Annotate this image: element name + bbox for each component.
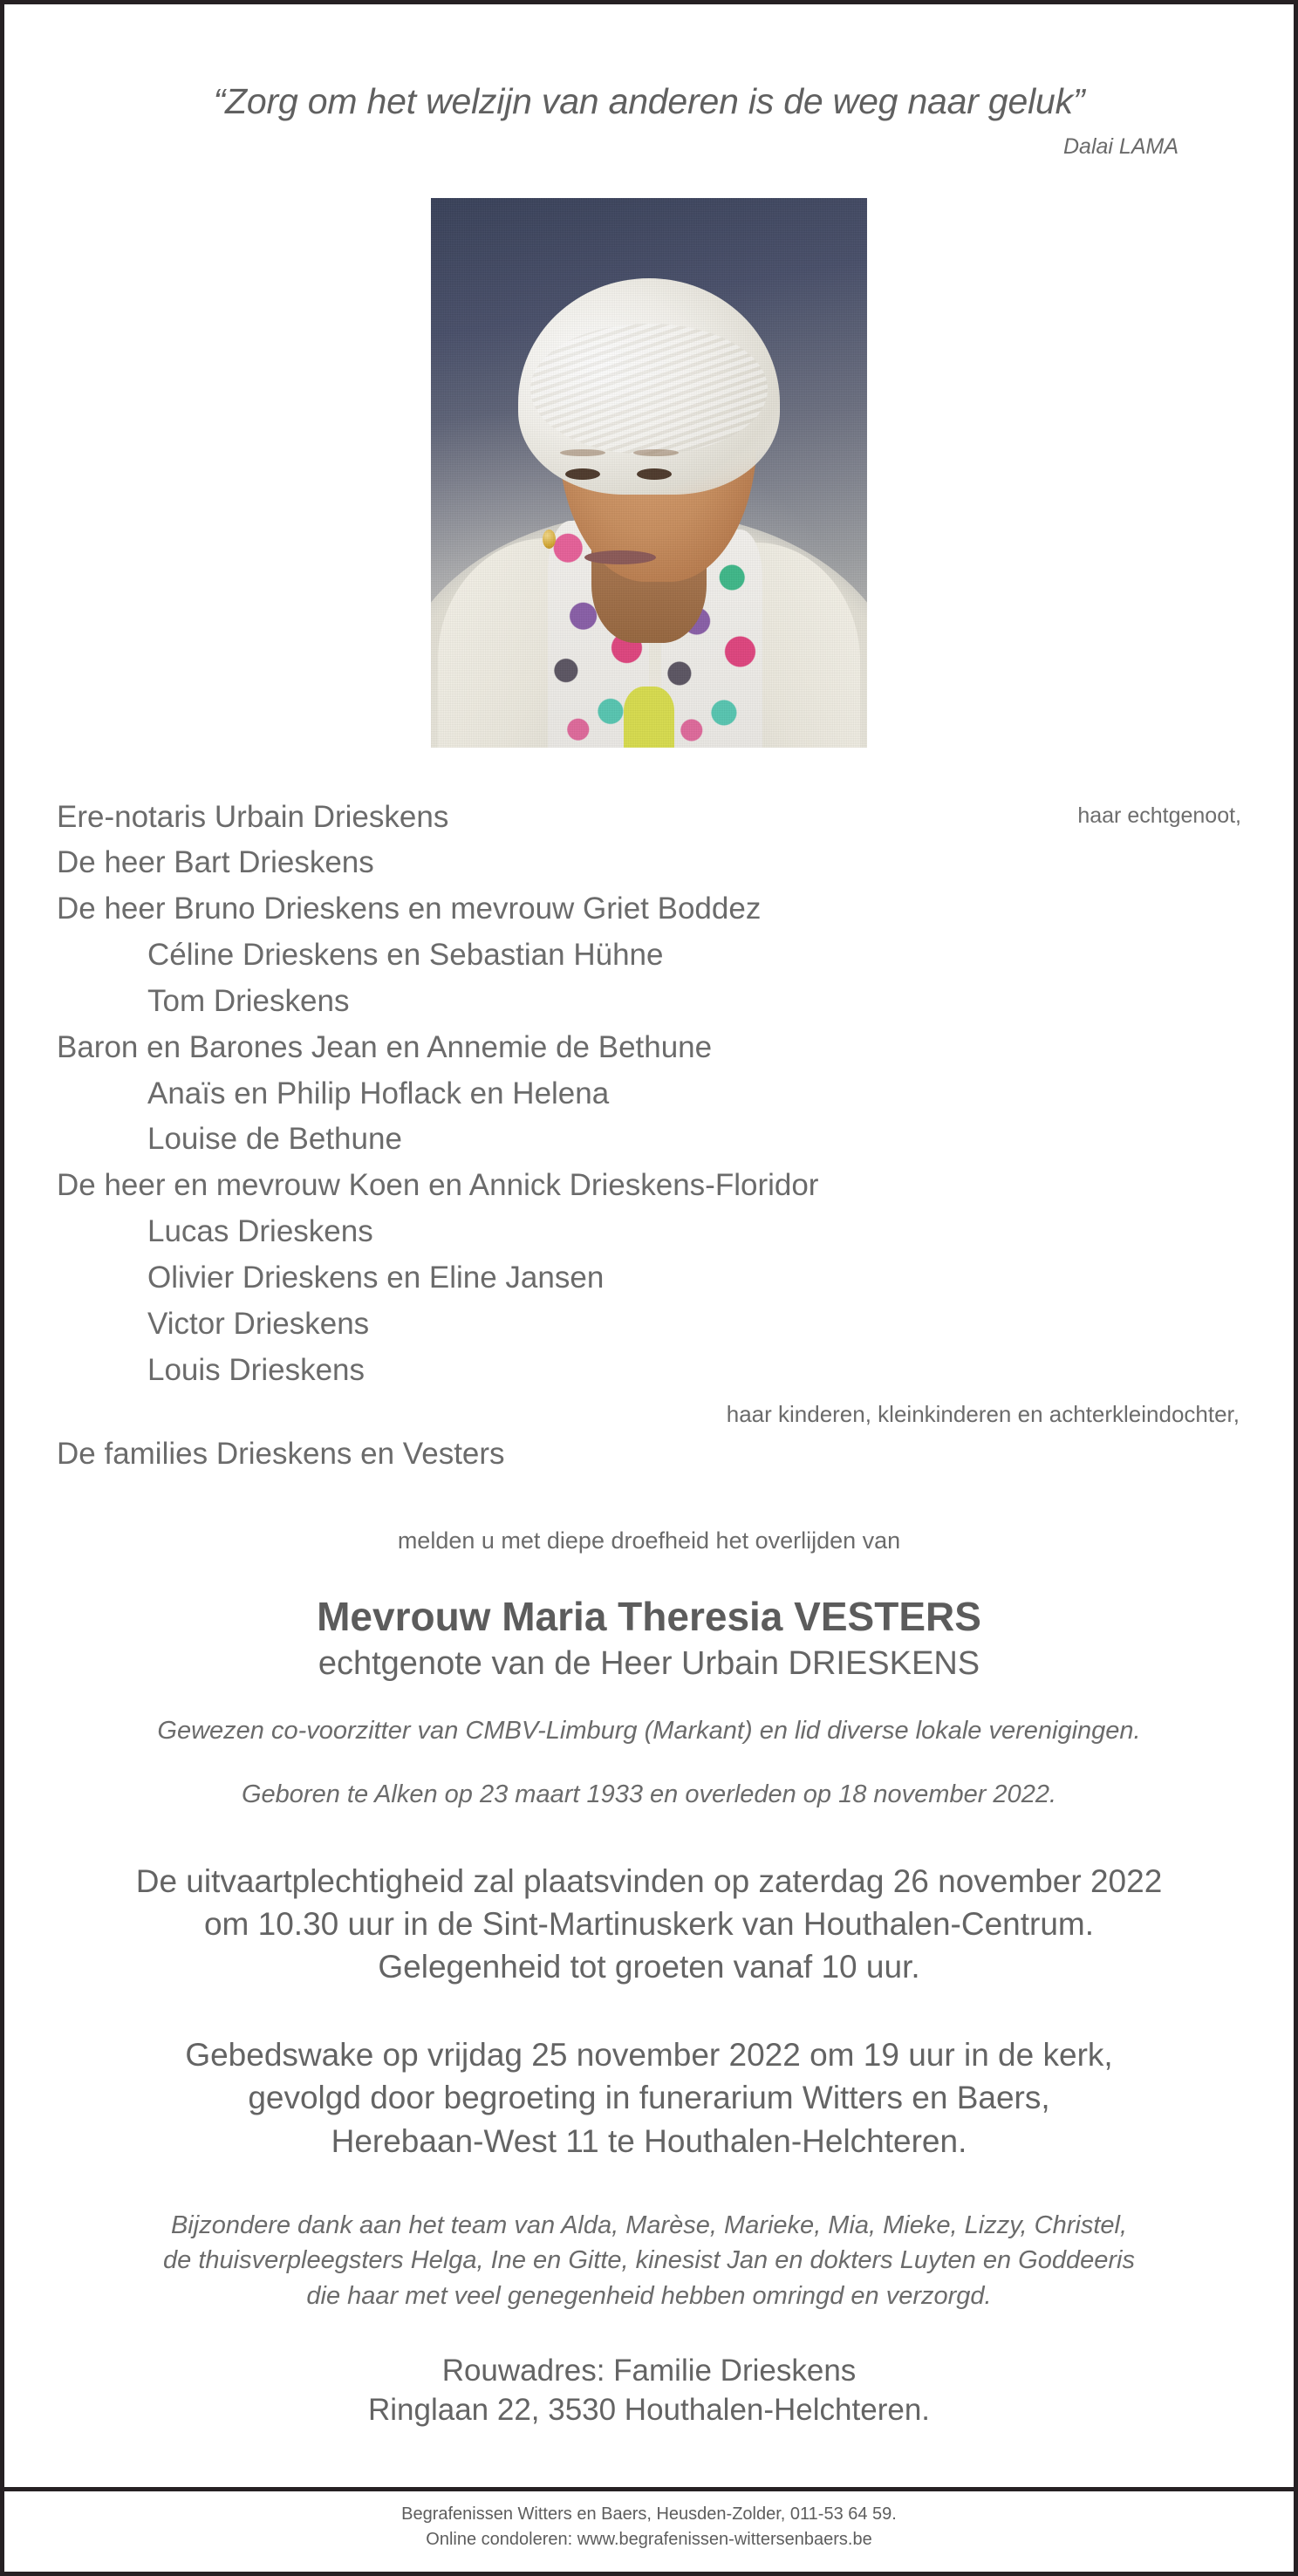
eye-right [637, 468, 672, 480]
mourning-address-block [4, 2351, 1294, 2430]
portrait-photo [431, 198, 867, 748]
family-row [57, 886, 1241, 933]
family-member-name: Louise de Bethune [147, 1122, 402, 1157]
funeral-service-block [4, 1860, 1294, 1989]
family-member-name: Lucas Drieskens [147, 1214, 373, 1249]
thanks-line-1: Bijzondere dank aan het team van Alda, Marèse, Marieke, Mia, Mieke, Lizzy, Christel, [170, 2210, 1128, 2239]
family-row [57, 1209, 1241, 1255]
family-member-name: De heer Bart Drieskens [57, 845, 374, 880]
quote-author: Dalai LAMA [1063, 133, 1178, 159]
family-row [57, 1163, 1241, 1209]
family-row [57, 933, 1241, 979]
mourning-address-line-1: Rouwadres: Familie Drieskens [441, 2353, 857, 2388]
footer-line-1: Begrafenissen Witters en Baers, Heusden-Zolder, 011-53 64 59. [401, 2504, 897, 2524]
quote-text: “Zorg om het welzijn van anderen is de weg naar geluk” [213, 81, 1085, 121]
eyebrow-left [560, 449, 605, 456]
family-member-name: Olivier Drieskens en Eline Jansen [147, 1260, 605, 1295]
collar-shape [624, 687, 674, 748]
family-list [4, 795, 1294, 1478]
footer-divider [4, 2487, 1294, 2491]
families-row [57, 1431, 1241, 1478]
deceased-bio: Gewezen co-voorzitter van CMBV-Limburg (Markant) en lid diverse lokale verenigingen. [157, 1716, 1141, 1745]
family-member-name: Ere-notaris Urbain Drieskens [57, 799, 449, 834]
families-row-label: De families Drieskens en Vesters [57, 1436, 505, 1471]
eye-left [565, 468, 600, 480]
footer-line-2[interactable]: Online condoleren: www.begrafenissen-wittersenbaers.be [426, 2530, 872, 2549]
family-row [57, 1302, 1241, 1348]
family-member-name: De heer en mevrouw Koen en Annick Drieskens-Floridor [57, 1168, 819, 1203]
prayer-wake-block [4, 2033, 1294, 2163]
wake-line-2: gevolgd door begroeting in funerarium Witters en Baers, [248, 2080, 1050, 2116]
family-row [57, 1348, 1241, 1394]
wake-line-1: Gebedswake op vrijdag 25 november 2022 om 19 uur in de kerk, [185, 2037, 1113, 2074]
deceased-spouse-line: echtgenote van de Heer Urbain DRIESKENS [318, 1644, 980, 1682]
family-member-name: Louis Drieskens [147, 1352, 365, 1387]
family-row [57, 1117, 1241, 1163]
thanks-line-3: die haar met veel genegenheid hebben omringd en verzorgd. [306, 2281, 992, 2310]
announcement-intro: melden u met diepe droefheid het overlijden van [397, 1527, 901, 1554]
family-row [57, 1255, 1241, 1302]
family-row [57, 1071, 1241, 1117]
portrait-photo-wrap [4, 198, 1294, 748]
eyebrow-right [633, 449, 679, 456]
family-relation-note: haar echtgenoot, [1077, 803, 1241, 828]
family-member-name: Tom Drieskens [147, 983, 350, 1018]
family-member-name: Anaïs en Philip Hoflack en Helena [147, 1076, 610, 1110]
footer-block [4, 2502, 1294, 2552]
family-row [57, 1025, 1241, 1071]
family-row [57, 979, 1241, 1025]
family-member-name: Baron en Barones Jean en Annemie de Bethune [57, 1029, 713, 1064]
family-row [57, 840, 1241, 886]
quote-block [4, 4, 1294, 160]
earring-icon [543, 530, 556, 549]
children-note: haar kinderen, kleinkinderen en achterkleindochter, [726, 1400, 1240, 1427]
mourning-address-line-2: Ringlaan 22, 3530 Houthalen-Helchteren. [367, 2393, 931, 2428]
service-line-3: Gelegenheid tot groeten vanaf 10 uur. [378, 1948, 920, 1985]
thanks-line-2: de thuisverpleegsters Helga, Ine en Gitte, kinesist Jan en dokters Luyten en Goddeeris [163, 2246, 1135, 2275]
service-line-1: De uitvaartplechtigheid zal plaatsvinden op zaterdag 26 november 2022 [135, 1862, 1163, 1899]
family-row [57, 795, 1241, 841]
born-died-line: Geboren te Alken op 23 maart 1933 en overleden op 18 november 2022. [241, 1780, 1057, 1808]
wake-line-3: Herebaan-West 11 te Houthalen-Helchteren. [331, 2122, 967, 2159]
mouth-shape [584, 550, 656, 564]
family-member-name: De heer Bruno Drieskens en mevrouw Griet Boddez [57, 892, 762, 926]
service-line-2: om 10.30 uur in de Sint-Martinuskerk van Houthalen-Centrum. [203, 1905, 1095, 1942]
family-member-name: Victor Drieskens [147, 1306, 370, 1341]
deceased-name: Mevrouw Maria Theresia VESTERS [317, 1594, 981, 1640]
thanks-block [4, 2208, 1294, 2314]
family-member-name: Céline Drieskens en Sebastian Hühne [147, 938, 664, 973]
